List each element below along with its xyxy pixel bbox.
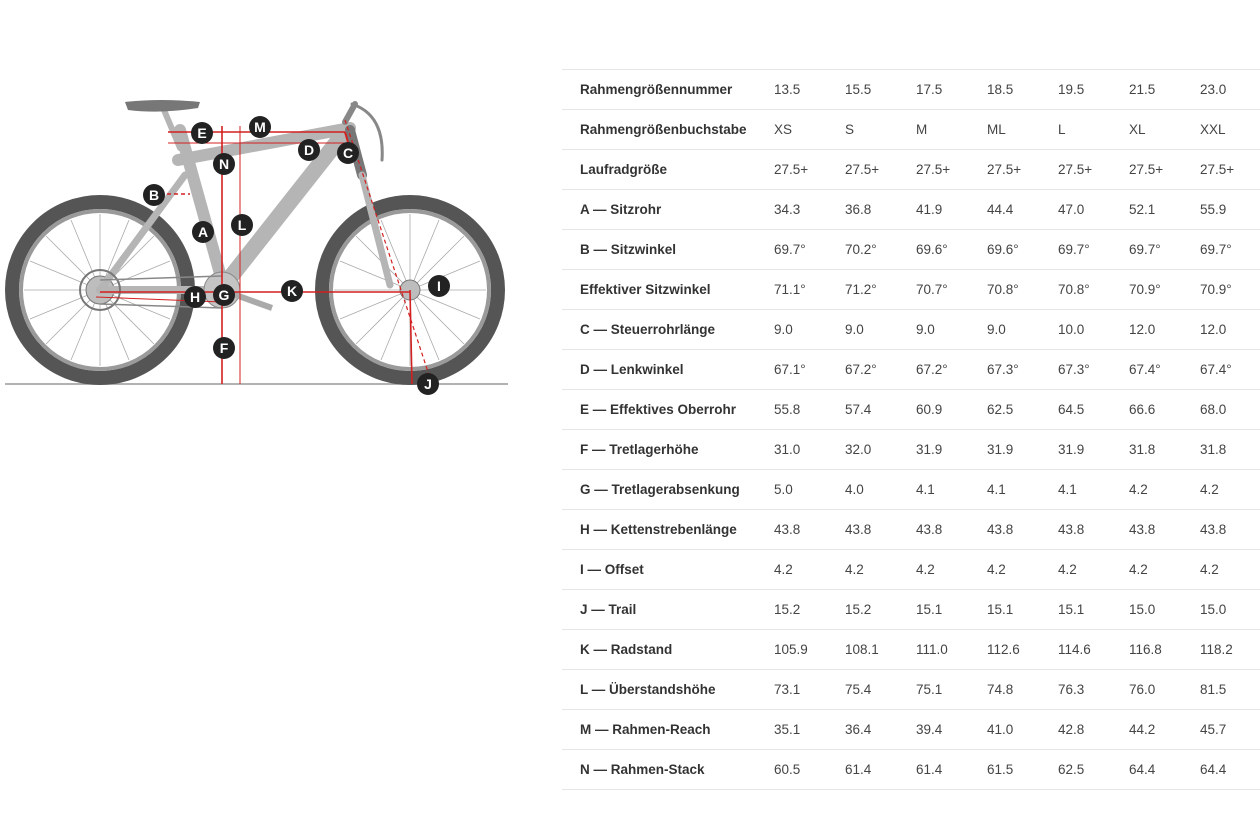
- svg-text:G: G: [218, 287, 230, 303]
- table-cell: XXL: [1200, 110, 1260, 150]
- table-cell: 68.0: [1200, 390, 1260, 430]
- table-cell: 27.5+: [1200, 150, 1260, 190]
- table-cell: 67.3°: [987, 350, 1058, 390]
- table-cell: 44.4: [987, 190, 1058, 230]
- table-row: [562, 190, 1260, 230]
- table-cell: 5.0: [774, 470, 845, 510]
- table-cell: 71.1°: [774, 270, 845, 310]
- table-cell: 42.8: [1058, 710, 1129, 750]
- table-cell: 67.2°: [916, 350, 987, 390]
- table-cell: 47.0: [1058, 190, 1129, 230]
- marker-l: [231, 214, 253, 236]
- table-cell: 61.5: [987, 750, 1058, 790]
- marker-c: [337, 142, 359, 164]
- bike-frame: [100, 110, 350, 290]
- table-cell: 43.8: [774, 510, 845, 550]
- table-cell: 43.8: [1058, 510, 1129, 550]
- marker-d: [298, 139, 320, 161]
- table-cell: 21.5: [1129, 70, 1200, 110]
- bike-geometry-diagram: [0, 90, 515, 400]
- table-cell: 12.0: [1129, 310, 1200, 350]
- table-cell: 27.5+: [845, 150, 916, 190]
- table-cell: 43.8: [916, 510, 987, 550]
- table-cell: 81.5: [1200, 670, 1260, 710]
- table-cell: S: [845, 110, 916, 150]
- table-row: [562, 750, 1260, 790]
- row-label: E — Effektives Oberrohr: [562, 390, 774, 430]
- table-cell: 105.9: [774, 630, 845, 670]
- table-cell: 31.8: [1129, 430, 1200, 470]
- table-cell: 75.4: [845, 670, 916, 710]
- table-cell: 67.3°: [1058, 350, 1129, 390]
- table-cell: 41.0: [987, 710, 1058, 750]
- table-cell: 27.5+: [916, 150, 987, 190]
- table-cell: 76.0: [1129, 670, 1200, 710]
- row-label: Effektiver Sitzwinkel: [562, 270, 774, 310]
- table-row: [562, 630, 1260, 670]
- table-cell: 111.0: [916, 630, 987, 670]
- table-row: [562, 430, 1260, 470]
- table-cell: 62.5: [1058, 750, 1129, 790]
- marker-m: [249, 116, 271, 138]
- table-row: [562, 390, 1260, 430]
- table-cell: ML: [987, 110, 1058, 150]
- marker-i: [428, 275, 450, 297]
- table-cell: 15.1: [1058, 590, 1129, 630]
- table-cell: 12.0: [1200, 310, 1260, 350]
- table-cell: 116.8: [1129, 630, 1200, 670]
- table-row: [562, 310, 1260, 350]
- table-cell: 35.1: [774, 710, 845, 750]
- row-label: M — Rahmen-Reach: [562, 710, 774, 750]
- geometry-table: [562, 69, 1260, 790]
- table-cell: 67.4°: [1129, 350, 1200, 390]
- row-label: Rahmengrößennummer: [562, 70, 774, 110]
- svg-text:D: D: [303, 142, 315, 158]
- marker-k: [281, 280, 303, 302]
- table-cell: 19.5: [1058, 70, 1129, 110]
- table-cell: 70.2°: [845, 230, 916, 270]
- table-cell: 69.6°: [987, 230, 1058, 270]
- table-cell: 44.2: [1129, 710, 1200, 750]
- row-label: L — Überstandshöhe: [562, 670, 774, 710]
- table-row: [562, 350, 1260, 390]
- table-cell: 15.0: [1129, 590, 1200, 630]
- table-cell: 18.5: [987, 70, 1058, 110]
- svg-text:B: B: [148, 187, 160, 203]
- table-row: [562, 510, 1260, 550]
- table-cell: 76.3: [1058, 670, 1129, 710]
- table-cell: 4.2: [1200, 550, 1260, 590]
- table-cell: 55.8: [774, 390, 845, 430]
- marker-g: [213, 284, 235, 306]
- table-cell: 4.2: [1129, 470, 1200, 510]
- table-row: [562, 70, 1260, 110]
- table-cell: 69.6°: [916, 230, 987, 270]
- row-label: I — Offset: [562, 550, 774, 590]
- table-row: [562, 150, 1260, 190]
- table-cell: 15.1: [987, 590, 1058, 630]
- table-cell: 4.2: [1200, 470, 1260, 510]
- table-cell: 69.7°: [774, 230, 845, 270]
- table-cell: 15.2: [774, 590, 845, 630]
- marker-j: [417, 373, 439, 395]
- table-cell: 4.1: [1058, 470, 1129, 510]
- table-cell: 4.2: [987, 550, 1058, 590]
- svg-text:C: C: [342, 145, 354, 161]
- table-cell: 67.2°: [845, 350, 916, 390]
- table-row: [562, 470, 1260, 510]
- table-cell: 60.9: [916, 390, 987, 430]
- table-cell: 4.2: [1058, 550, 1129, 590]
- table-cell: 17.5: [916, 70, 987, 110]
- row-label: Rahmengrößenbuchstabe: [562, 110, 774, 150]
- table-cell: 118.2: [1200, 630, 1260, 670]
- row-label: Laufradgröße: [562, 150, 774, 190]
- table-cell: 31.0: [774, 430, 845, 470]
- table-cell: 9.0: [916, 310, 987, 350]
- table-cell: 36.8: [845, 190, 916, 230]
- marker-n: [213, 153, 235, 175]
- table-cell: 70.9°: [1200, 270, 1260, 310]
- table-cell: 27.5+: [774, 150, 845, 190]
- table-cell: 71.2°: [845, 270, 916, 310]
- table-cell: 15.5: [845, 70, 916, 110]
- table-cell: 9.0: [845, 310, 916, 350]
- row-label: H — Kettenstrebenlänge: [562, 510, 774, 550]
- marker-h: [184, 286, 206, 308]
- table-cell: 45.7: [1200, 710, 1260, 750]
- table-cell: 36.4: [845, 710, 916, 750]
- table-cell: 74.8: [987, 670, 1058, 710]
- table-cell: 43.8: [987, 510, 1058, 550]
- table-cell: 67.1°: [774, 350, 845, 390]
- row-label: N — Rahmen-Stack: [562, 750, 774, 790]
- row-label: G — Tretlagerabsenkung: [562, 470, 774, 510]
- table-cell: 52.1: [1129, 190, 1200, 230]
- table-cell: 69.7°: [1058, 230, 1129, 270]
- table-cell: 70.7°: [916, 270, 987, 310]
- table-cell: 4.1: [916, 470, 987, 510]
- saddle: [125, 100, 200, 112]
- table-row: [562, 270, 1260, 310]
- svg-text:F: F: [219, 340, 229, 356]
- table-cell: 9.0: [774, 310, 845, 350]
- table-cell: 15.1: [916, 590, 987, 630]
- table-cell: 43.8: [845, 510, 916, 550]
- table-cell: 9.0: [987, 310, 1058, 350]
- table-cell: 112.6: [987, 630, 1058, 670]
- table-cell: 27.5+: [1129, 150, 1200, 190]
- table-cell: 108.1: [845, 630, 916, 670]
- table-cell: 27.5+: [1058, 150, 1129, 190]
- row-label: F — Tretlagerhöhe: [562, 430, 774, 470]
- table-row: [562, 590, 1260, 630]
- table-row: [562, 230, 1260, 270]
- table-cell: 62.5: [987, 390, 1058, 430]
- table-cell: 67.4°: [1200, 350, 1260, 390]
- table-cell: 31.8: [1200, 430, 1260, 470]
- svg-text:E: E: [197, 125, 207, 141]
- svg-text:A: A: [197, 224, 209, 240]
- table-cell: 64.4: [1200, 750, 1260, 790]
- table-cell: 34.3: [774, 190, 845, 230]
- table-cell: 23.0: [1200, 70, 1260, 110]
- table-cell: 73.1: [774, 670, 845, 710]
- table-cell: 15.0: [1200, 590, 1260, 630]
- table-cell: 70.8°: [1058, 270, 1129, 310]
- svg-text:M: M: [254, 119, 266, 135]
- row-label: K — Radstand: [562, 630, 774, 670]
- row-label: A — Sitzrohr: [562, 190, 774, 230]
- table-cell: 39.4: [916, 710, 987, 750]
- table-cell: 43.8: [1200, 510, 1260, 550]
- table-cell: 10.0: [1058, 310, 1129, 350]
- marker-e: [191, 122, 213, 144]
- table-cell: 114.6: [1058, 630, 1129, 670]
- table-cell: 31.9: [987, 430, 1058, 470]
- table-cell: 70.9°: [1129, 270, 1200, 310]
- table-cell: 31.9: [1058, 430, 1129, 470]
- table-cell: 27.5+: [987, 150, 1058, 190]
- table-cell: 31.9: [916, 430, 987, 470]
- table-cell: 4.2: [1129, 550, 1200, 590]
- table-row: [562, 550, 1260, 590]
- table-row: [562, 670, 1260, 710]
- table-cell: 69.7°: [1129, 230, 1200, 270]
- table-row: [562, 710, 1260, 750]
- table-cell: 61.4: [916, 750, 987, 790]
- table-cell: 70.8°: [987, 270, 1058, 310]
- table-cell: 4.0: [845, 470, 916, 510]
- marker-a: [192, 221, 214, 243]
- table-cell: 61.4: [845, 750, 916, 790]
- table-cell: 4.2: [774, 550, 845, 590]
- table-cell: L: [1058, 110, 1129, 150]
- svg-text:J: J: [424, 376, 432, 392]
- svg-text:K: K: [286, 283, 298, 299]
- table-cell: XL: [1129, 110, 1200, 150]
- marker-f: [213, 337, 235, 359]
- svg-text:N: N: [218, 156, 230, 172]
- svg-text:L: L: [237, 217, 247, 233]
- table-cell: 32.0: [845, 430, 916, 470]
- table-cell: 75.1: [916, 670, 987, 710]
- table-cell: 41.9: [916, 190, 987, 230]
- table-cell: 60.5: [774, 750, 845, 790]
- table-cell: 13.5: [774, 70, 845, 110]
- svg-text:H: H: [189, 289, 201, 305]
- table-cell: 64.5: [1058, 390, 1129, 430]
- table-cell: 57.4: [845, 390, 916, 430]
- row-label: D — Lenkwinkel: [562, 350, 774, 390]
- svg-text:I: I: [437, 278, 441, 294]
- row-label: J — Trail: [562, 590, 774, 630]
- table-cell: M: [916, 110, 987, 150]
- table-cell: 55.9: [1200, 190, 1260, 230]
- table-cell: 69.7°: [1200, 230, 1260, 270]
- table-cell: 4.2: [845, 550, 916, 590]
- row-label: C — Steuerrohrlänge: [562, 310, 774, 350]
- table-cell: 43.8: [1129, 510, 1200, 550]
- row-label: B — Sitzwinkel: [562, 230, 774, 270]
- table-cell: 64.4: [1129, 750, 1200, 790]
- table-cell: 66.6: [1129, 390, 1200, 430]
- table-cell: 15.2: [845, 590, 916, 630]
- marker-b: [143, 184, 165, 206]
- table-row: [562, 110, 1260, 150]
- table-cell: XS: [774, 110, 845, 150]
- table-cell: 4.1: [987, 470, 1058, 510]
- table-cell: 4.2: [916, 550, 987, 590]
